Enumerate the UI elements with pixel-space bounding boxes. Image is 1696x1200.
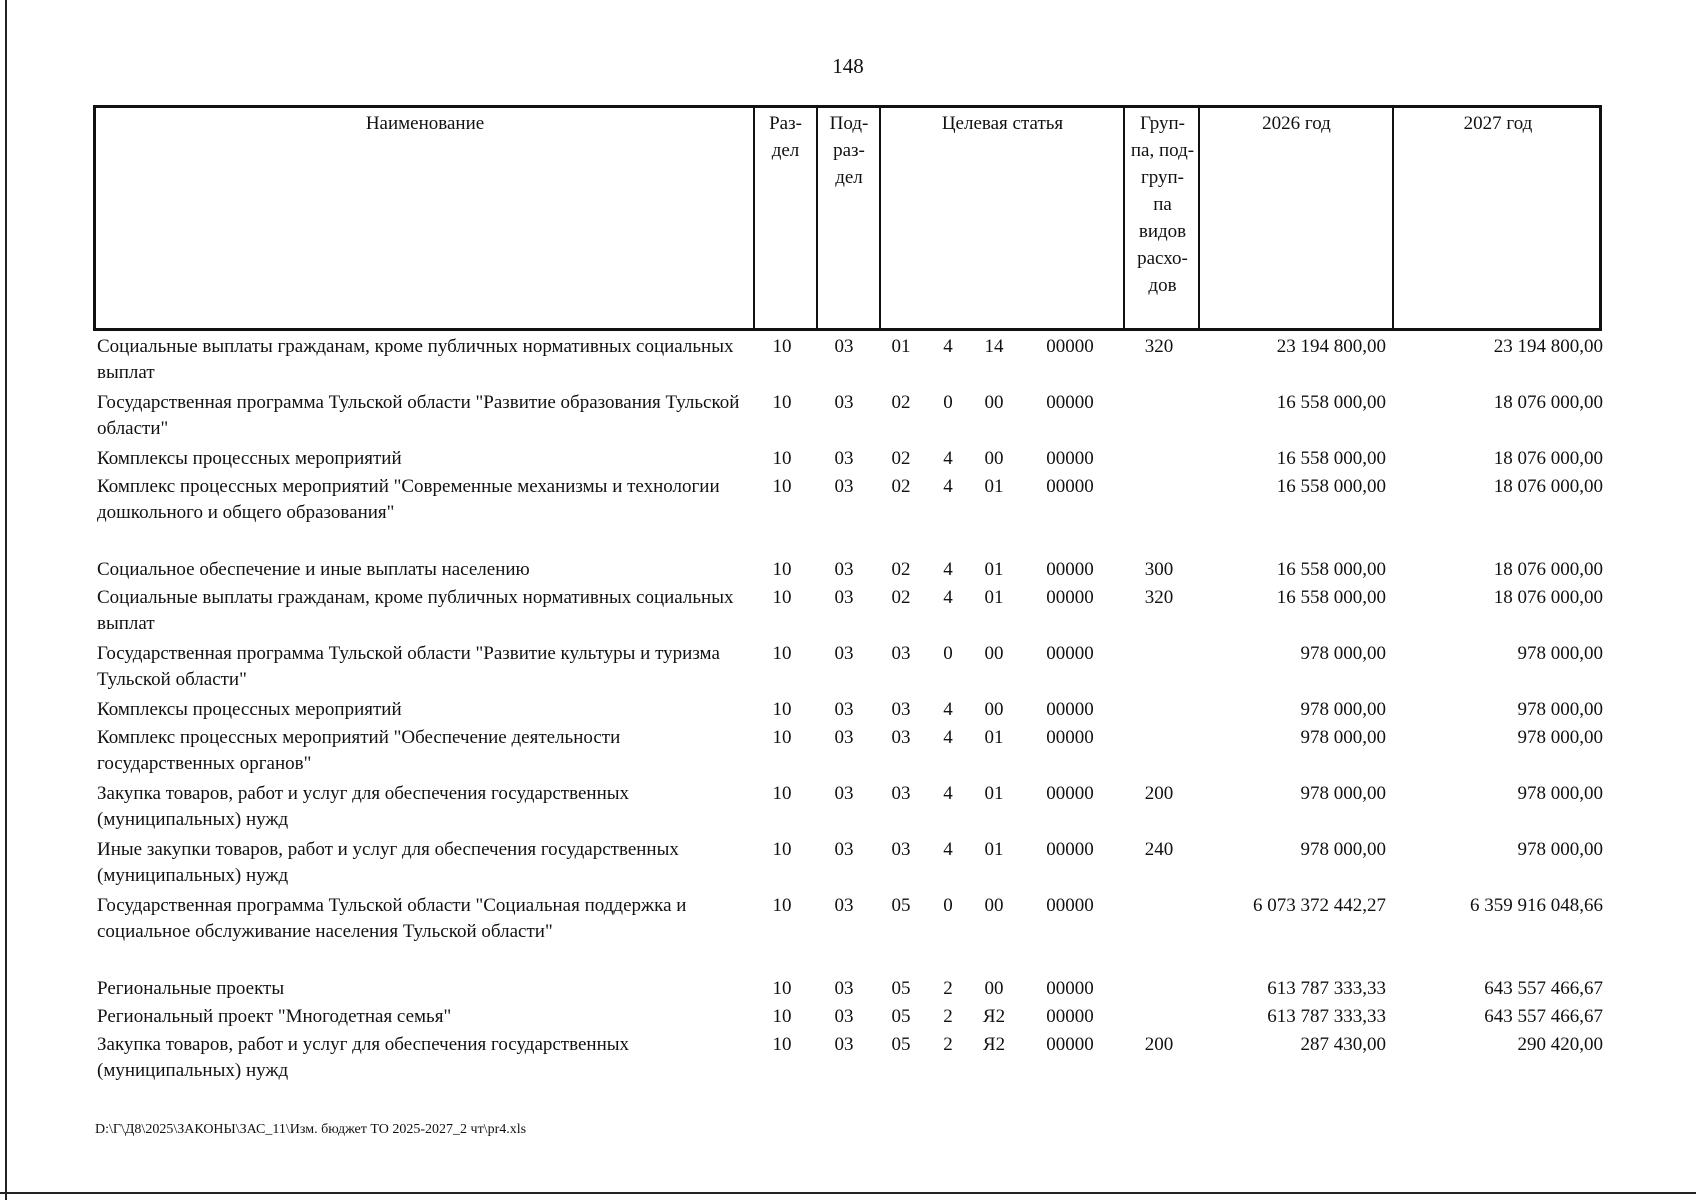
header-group-line: груп- bbox=[1140, 167, 1185, 188]
cell-name: Государственная программа Тульской области "Развитие культуры и туризма Тульской области" bbox=[97, 643, 720, 690]
cell-section: 10 bbox=[772, 559, 792, 580]
cell-section: 10 bbox=[772, 643, 792, 664]
cell-2027: 18 076 000,00 bbox=[1493, 392, 1603, 413]
cell-section: 10 bbox=[772, 448, 792, 469]
cell-name: Комплекс процессных мероприятий "Обеспечение деятельности государственных органов" bbox=[97, 727, 621, 774]
page-frame-left bbox=[5, 0, 7, 1200]
cell-target-program: 01 bbox=[891, 336, 911, 357]
cell-target-item: 01 bbox=[984, 559, 1004, 580]
cell-target-direction: 00000 bbox=[1046, 978, 1094, 999]
cell-target-type: 2 bbox=[943, 978, 953, 999]
cell-section: 10 bbox=[772, 587, 792, 608]
cell-name: Комплекс процессных мероприятий "Современные механизмы и технологии дошкольного и общего образования" bbox=[97, 476, 720, 523]
cell-target-item: 00 bbox=[984, 699, 1004, 720]
cell-2026: 613 787 333,33 bbox=[1267, 978, 1386, 999]
cell-target-item: 01 bbox=[984, 783, 1004, 804]
cell-target-type: 4 bbox=[943, 448, 953, 469]
cell-subsection: 03 bbox=[834, 587, 854, 608]
cell-2027: 643 557 466,67 bbox=[1484, 978, 1603, 999]
header-subsection-line: дел bbox=[835, 167, 863, 188]
page-frame-bottom bbox=[0, 1192, 1696, 1194]
cell-target-program: 05 bbox=[891, 1034, 911, 1055]
cell-name: Закупка товаров, работ и услуг для обеспечения государственных (муниципальных) нужд bbox=[97, 1034, 630, 1081]
header-group-line: па, под- bbox=[1130, 140, 1195, 161]
cell-2026: 613 787 333,33 bbox=[1267, 1006, 1386, 1027]
cell-target-type: 2 bbox=[943, 1034, 953, 1055]
header-group-line: видов bbox=[1138, 221, 1187, 242]
cell-2026: 978 000,00 bbox=[1300, 783, 1386, 804]
header-section bbox=[755, 108, 816, 328]
cell-2027: 23 194 800,00 bbox=[1493, 336, 1603, 357]
cell-target-program: 05 bbox=[891, 1006, 911, 1027]
cell-2026: 16 558 000,00 bbox=[1276, 476, 1386, 497]
cell-target-item: Я2 bbox=[982, 1006, 1006, 1027]
cell-target-item: 00 bbox=[984, 643, 1004, 664]
header-group-line: дов bbox=[1148, 275, 1177, 296]
cell-subsection: 03 bbox=[834, 978, 854, 999]
cell-target-type: 4 bbox=[943, 699, 953, 720]
cell-target-item: 01 bbox=[984, 476, 1004, 497]
cell-2026: 978 000,00 bbox=[1300, 643, 1386, 664]
cell-section: 10 bbox=[772, 978, 792, 999]
cell-target-type: 4 bbox=[943, 839, 953, 860]
cell-target-direction: 00000 bbox=[1046, 336, 1094, 357]
cell-target-program: 05 bbox=[891, 978, 911, 999]
cell-subsection: 03 bbox=[834, 643, 854, 664]
cell-target-type: 0 bbox=[943, 392, 953, 413]
cell-section: 10 bbox=[772, 783, 792, 804]
cell-2027: 18 076 000,00 bbox=[1493, 559, 1603, 580]
cell-subsection: 03 bbox=[834, 1006, 854, 1027]
cell-2026: 978 000,00 bbox=[1300, 727, 1386, 748]
cell-target-type: 2 bbox=[943, 1006, 953, 1027]
cell-group: 320 bbox=[1144, 336, 1174, 357]
cell-subsection: 03 bbox=[834, 895, 854, 916]
cell-group: 200 bbox=[1144, 1034, 1174, 1055]
cell-target-type: 0 bbox=[943, 895, 953, 916]
cell-target-type: 4 bbox=[943, 476, 953, 497]
cell-subsection: 03 bbox=[834, 1034, 854, 1055]
cell-2027: 6 359 916 048,66 bbox=[1470, 895, 1603, 916]
cell-group: 320 bbox=[1144, 587, 1174, 608]
cell-target-program: 03 bbox=[891, 643, 911, 664]
header-subsection-line: Под- bbox=[829, 113, 869, 134]
cell-2026: 16 558 000,00 bbox=[1276, 559, 1386, 580]
cell-target-program: 02 bbox=[891, 587, 911, 608]
cell-target-direction: 00000 bbox=[1046, 559, 1094, 580]
cell-target-item: 14 bbox=[984, 336, 1004, 357]
cell-target-program: 02 bbox=[891, 448, 911, 469]
cell-target-program: 03 bbox=[891, 699, 911, 720]
cell-target-item: 00 bbox=[984, 448, 1004, 469]
cell-2026: 6 073 372 442,27 bbox=[1253, 895, 1386, 916]
header-group-line: па bbox=[1153, 194, 1172, 215]
header-subsection-line: раз- bbox=[833, 140, 865, 161]
cell-subsection: 03 bbox=[834, 336, 854, 357]
header-section-line: дел bbox=[771, 140, 800, 161]
header-group bbox=[1125, 108, 1200, 328]
cell-subsection: 03 bbox=[834, 839, 854, 860]
cell-section: 10 bbox=[772, 699, 792, 720]
cell-2027: 643 557 466,67 bbox=[1484, 1006, 1603, 1027]
cell-target-program: 03 bbox=[891, 839, 911, 860]
cell-target-direction: 00000 bbox=[1046, 895, 1094, 916]
cell-target-item: Я2 bbox=[982, 1034, 1006, 1055]
cell-target-type: 4 bbox=[943, 559, 953, 580]
cell-2027: 18 076 000,00 bbox=[1493, 587, 1603, 608]
cell-name: Комплексы процессных мероприятий bbox=[97, 448, 402, 469]
cell-2027: 978 000,00 bbox=[1517, 783, 1603, 804]
header-group-line: Груп- bbox=[1139, 113, 1186, 134]
cell-2027: 978 000,00 bbox=[1517, 699, 1603, 720]
cell-2026: 16 558 000,00 bbox=[1276, 587, 1386, 608]
cell-name: Государственная программа Тульской области "Развитие образования Тульской области" bbox=[97, 392, 740, 439]
cell-target-type: 4 bbox=[943, 727, 953, 748]
cell-target-direction: 00000 bbox=[1046, 727, 1094, 748]
cell-target-program: 05 bbox=[891, 895, 911, 916]
cell-subsection: 03 bbox=[834, 559, 854, 580]
cell-2027: 978 000,00 bbox=[1517, 643, 1603, 664]
cell-target-program: 03 bbox=[891, 783, 911, 804]
cell-target-item: 00 bbox=[984, 392, 1004, 413]
cell-target-direction: 00000 bbox=[1046, 448, 1094, 469]
cell-group: 300 bbox=[1144, 559, 1174, 580]
header-2027: 2027 год bbox=[1463, 113, 1533, 134]
header-name: Наименование bbox=[365, 113, 485, 134]
cell-target-type: 4 bbox=[943, 336, 953, 357]
cell-target-item: 01 bbox=[984, 727, 1004, 748]
cell-2027: 290 420,00 bbox=[1517, 1034, 1603, 1055]
cell-section: 10 bbox=[772, 336, 792, 357]
cell-section: 10 bbox=[772, 839, 792, 860]
cell-section: 10 bbox=[772, 727, 792, 748]
cell-target-type: 4 bbox=[943, 783, 953, 804]
cell-target-item: 01 bbox=[984, 587, 1004, 608]
cell-group: 240 bbox=[1144, 839, 1174, 860]
cell-target-direction: 00000 bbox=[1046, 839, 1094, 860]
cell-name: Комплексы процессных мероприятий bbox=[97, 699, 402, 720]
cell-group: 200 bbox=[1144, 783, 1174, 804]
cell-target-type: 4 bbox=[943, 587, 953, 608]
cell-subsection: 03 bbox=[834, 699, 854, 720]
page-number: 148 bbox=[832, 54, 864, 78]
cell-name: Государственная программа Тульской области "Социальная поддержка и социальное обслуживание населения Тульской области" bbox=[97, 895, 687, 942]
cell-section: 10 bbox=[772, 1006, 792, 1027]
cell-target-program: 02 bbox=[891, 392, 911, 413]
cell-2026: 978 000,00 bbox=[1300, 839, 1386, 860]
cell-name: Социальные выплаты гражданам, кроме публичных нормативных социальных выплат bbox=[97, 587, 734, 634]
header-section-line: Раз- bbox=[769, 113, 802, 134]
cell-subsection: 03 bbox=[834, 783, 854, 804]
cell-name: Региональный проект "Многодетная семья" bbox=[97, 1006, 452, 1027]
cell-target-direction: 00000 bbox=[1046, 1006, 1094, 1027]
cell-target-item: 00 bbox=[984, 895, 1004, 916]
cell-2026: 16 558 000,00 bbox=[1276, 392, 1386, 413]
cell-name: Региональные проекты bbox=[97, 978, 285, 999]
cell-section: 10 bbox=[772, 895, 792, 916]
cell-subsection: 03 bbox=[834, 392, 854, 413]
cell-target-program: 02 bbox=[891, 559, 911, 580]
cell-target-direction: 00000 bbox=[1046, 476, 1094, 497]
cell-name: Закупка товаров, работ и услуг для обеспечения государственных (муниципальных) нужд bbox=[97, 783, 630, 830]
table-header bbox=[93, 105, 1602, 331]
cell-target-item: 00 bbox=[984, 978, 1004, 999]
header-2026: 2026 год bbox=[1262, 113, 1331, 134]
cell-target-direction: 00000 bbox=[1046, 643, 1094, 664]
cell-target-direction: 00000 bbox=[1046, 783, 1094, 804]
cell-subsection: 03 bbox=[834, 727, 854, 748]
cell-2027: 978 000,00 bbox=[1517, 727, 1603, 748]
cell-subsection: 03 bbox=[834, 476, 854, 497]
cell-section: 10 bbox=[772, 1034, 792, 1055]
cell-2026: 287 430,00 bbox=[1300, 1034, 1386, 1055]
cell-target-type: 0 bbox=[943, 643, 953, 664]
cell-target-direction: 00000 bbox=[1046, 1034, 1094, 1055]
cell-name: Социальные выплаты гражданам, кроме публичных нормативных социальных выплат bbox=[97, 336, 734, 383]
cell-target-program: 02 bbox=[891, 476, 911, 497]
cell-2026: 16 558 000,00 bbox=[1276, 448, 1386, 469]
cell-subsection: 03 bbox=[834, 448, 854, 469]
footer-file-path: D:\Г\Д8\2025\ЗАКОНЫ\ЗАС_11\Изм. бюджет ТО 2025-2027_2 чт\pr4.xls bbox=[95, 1122, 527, 1137]
cell-section: 10 bbox=[772, 476, 792, 497]
cell-2027: 18 076 000,00 bbox=[1493, 476, 1603, 497]
cell-target-direction: 00000 bbox=[1046, 392, 1094, 413]
header-subsection bbox=[818, 108, 880, 328]
cell-target-program: 03 bbox=[891, 727, 911, 748]
cell-2026: 978 000,00 bbox=[1300, 699, 1386, 720]
cell-target-direction: 00000 bbox=[1046, 699, 1094, 720]
cell-target-direction: 00000 bbox=[1046, 587, 1094, 608]
cell-name: Социальное обеспечение и иные выплаты населению bbox=[97, 559, 530, 580]
cell-2027: 978 000,00 bbox=[1517, 839, 1603, 860]
cell-2027: 18 076 000,00 bbox=[1493, 448, 1603, 469]
cell-2026: 23 194 800,00 bbox=[1276, 336, 1386, 357]
header-group-line: расхо- bbox=[1137, 248, 1188, 269]
cell-section: 10 bbox=[772, 392, 792, 413]
cell-name: Иные закупки товаров, работ и услуг для обеспечения государственных (муниципальных) нужд bbox=[97, 839, 679, 886]
cell-target-item: 01 bbox=[984, 839, 1004, 860]
header-target: Целевая статья bbox=[941, 113, 1064, 134]
